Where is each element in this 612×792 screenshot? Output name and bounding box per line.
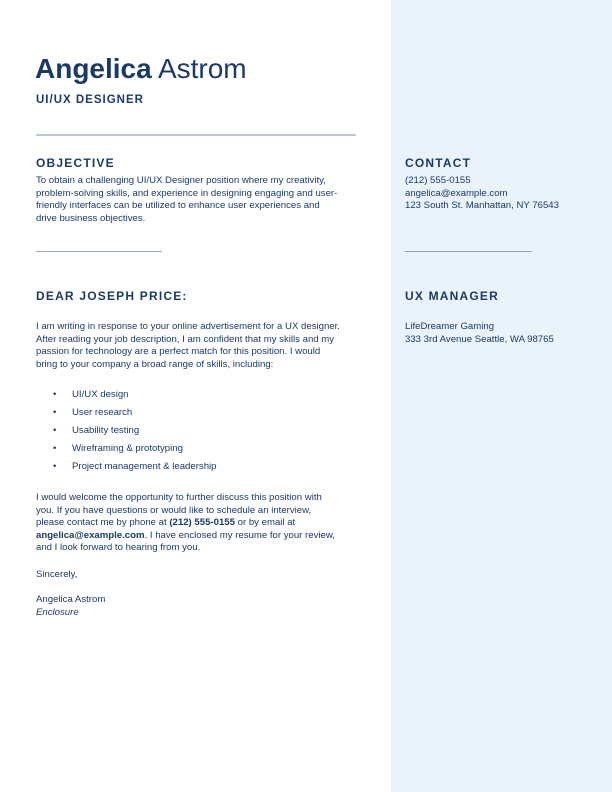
- sign-off: Sincerely,: [36, 569, 78, 580]
- objective-line: drive business objectives.: [36, 212, 146, 224]
- letter-greeting: DEAR JOSEPH PRICE:: [36, 289, 188, 303]
- applicant-name: [35, 53, 247, 85]
- objective-line: friendly interfaces can be utilized to enhance user experiences and: [36, 200, 320, 211]
- bullet-icon: •: [53, 407, 57, 418]
- signature-name: Angelica Astrom: [36, 594, 106, 605]
- objective-line: problem-solving skills, and experience in designing engaging and user-: [36, 187, 338, 199]
- letter-intro-paragraph: [36, 321, 366, 371]
- contact-heading: CONTACT: [405, 156, 472, 170]
- last-name: Astrom: [157, 53, 247, 84]
- skill-item: [36, 389, 217, 407]
- contact-phone: (212) 555-0155: [405, 175, 471, 186]
- intro-line: bring to your company a broad range of skills, including:: [36, 358, 274, 370]
- skill-label: UI/UX design: [72, 389, 129, 400]
- objective-text: [36, 175, 366, 225]
- closing-text: please contact me by phone at: [36, 517, 170, 528]
- bullet-icon: •: [53, 443, 57, 454]
- bullet-icon: •: [53, 461, 57, 472]
- closing-line: [36, 517, 366, 530]
- contact-info: [405, 175, 605, 213]
- intro-line: passion for technology are a perfect match for this position. I would: [36, 346, 321, 357]
- objective-line: To obtain a challenging UI/UX Designer position where my creativity,: [36, 175, 326, 186]
- closing-text: or by email at: [234, 517, 296, 528]
- contact-divider: [405, 251, 532, 252]
- closing-email[interactable]: angelica@example.com: [36, 529, 145, 541]
- sidebar-panel: [391, 0, 612, 792]
- recipient-address: 333 3rd Avenue Seattle, WA 98765: [405, 333, 554, 345]
- closing-text: . I have enclosed my resume for your review,: [144, 529, 335, 541]
- closing-line: you. If you have questions or would like to schedule an interview,: [36, 504, 312, 516]
- recipient-info: [405, 321, 605, 346]
- first-name: Angelica: [35, 53, 152, 84]
- signature-block: [36, 594, 105, 619]
- enclosure-note: Enclosure: [36, 606, 79, 618]
- skill-label: User research: [72, 407, 133, 418]
- closing-line: and I look forward to hearing from you.: [36, 542, 201, 553]
- objective-divider: [36, 251, 162, 252]
- skill-item: [36, 461, 217, 479]
- recipient-company: LifeDreamer Gaming: [405, 321, 495, 332]
- bullet-icon: •: [53, 425, 57, 436]
- objective-heading: OBJECTIVE: [36, 156, 115, 170]
- skills-list: [36, 389, 217, 479]
- intro-line: I am writing in response to your online advertisement for a UX designer.: [36, 321, 340, 332]
- skill-label: Usability testing: [72, 425, 140, 436]
- job-title: UI/UX DESIGNER: [36, 94, 144, 106]
- contact-email[interactable]: angelica@example.com: [405, 187, 508, 199]
- recipient-heading: UX MANAGER: [405, 289, 500, 303]
- closing-line: I would welcome the opportunity to further discuss this position with: [36, 492, 322, 503]
- intro-line: After reading your job description, I am confident that my skills and my: [36, 333, 335, 345]
- contact-address: 123 South St. Manhattan, NY 76543: [405, 200, 559, 211]
- bullet-icon: •: [53, 389, 57, 400]
- skill-item: [36, 425, 217, 443]
- skill-label: Project management & leadership: [72, 461, 217, 472]
- skill-item: [36, 443, 217, 461]
- closing-line: [36, 530, 366, 543]
- header-divider: [36, 134, 356, 136]
- letter-closing-paragraph: [36, 492, 366, 555]
- skill-item: [36, 407, 217, 425]
- closing-phone: (212) 555-0155: [169, 517, 235, 528]
- skill-label: Wireframing & prototyping: [72, 443, 183, 454]
